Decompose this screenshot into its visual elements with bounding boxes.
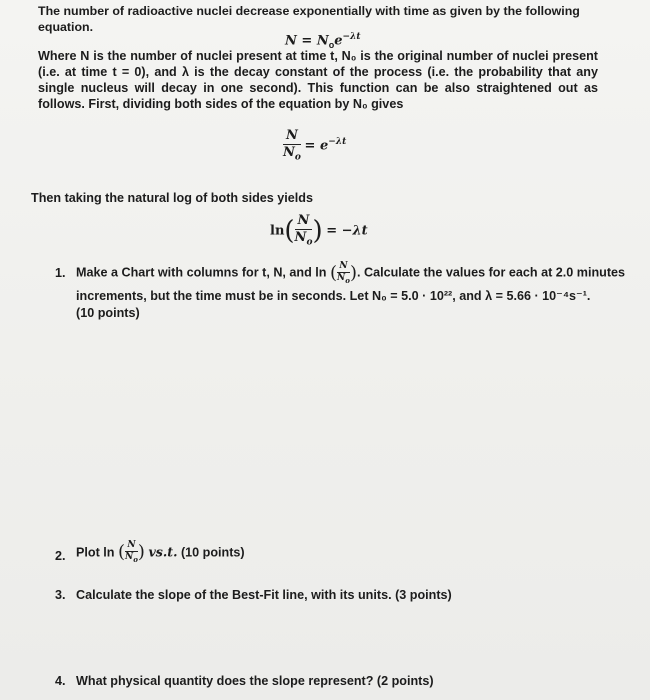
question-1-line2: increments, but the time must be in seconds. Let N₀ = 5.0 · 10²², and λ = 5.66 · 10⁻⁴s⁻¹. — [76, 289, 591, 303]
question-1-points: (10 points) — [76, 306, 140, 320]
question-1-number: 1. — [55, 266, 66, 280]
question-2-text: Plot ln ( $\frac{N}{N_o}$ ) vs.t. (10 points) — [76, 540, 245, 565]
equation-ratio: $\frac{N}{N_o}$ = $e^{-\lambda t}$ — [283, 128, 347, 163]
equation-log: ln( $\frac{N}{N_o}$ ) = −λt — [270, 213, 368, 248]
log-paragraph: Then taking the natural log of both sides yields — [31, 191, 313, 205]
intro-heading: The number of radioactive nuclei decrease exponentially with time as given by the following equation. — [38, 4, 580, 34]
question-3-text: Calculate the slope of the Best-Fit line, with its units. (3 points) — [76, 588, 452, 602]
question-1-line1: Make a Chart with columns for t, N, and ln ( $\frac{N}{N_o}$ ). Calculate the values for each at 2.0 minutes — [76, 261, 626, 286]
question-4-text: What physical quantity does the slope represent? (2 points) — [76, 674, 434, 688]
question-3-number: 3. — [55, 588, 66, 602]
question-4-number: 4. — [55, 674, 66, 688]
equation-decay: $N = N_oe^{-\lambda t}$ — [285, 32, 361, 50]
where-paragraph: Where N is the number of nuclei present at time t, N₀ is the original number of nuclei present (i.e. at time t = 0), and λ is the decay constant of the process (i.e. the probability that any single nucleus will decay in one second). This function can be also straightened out as follows. First, dividing both sides of the equation by N₀ gives — [38, 49, 598, 111]
question-2-number: 2. — [55, 549, 66, 563]
